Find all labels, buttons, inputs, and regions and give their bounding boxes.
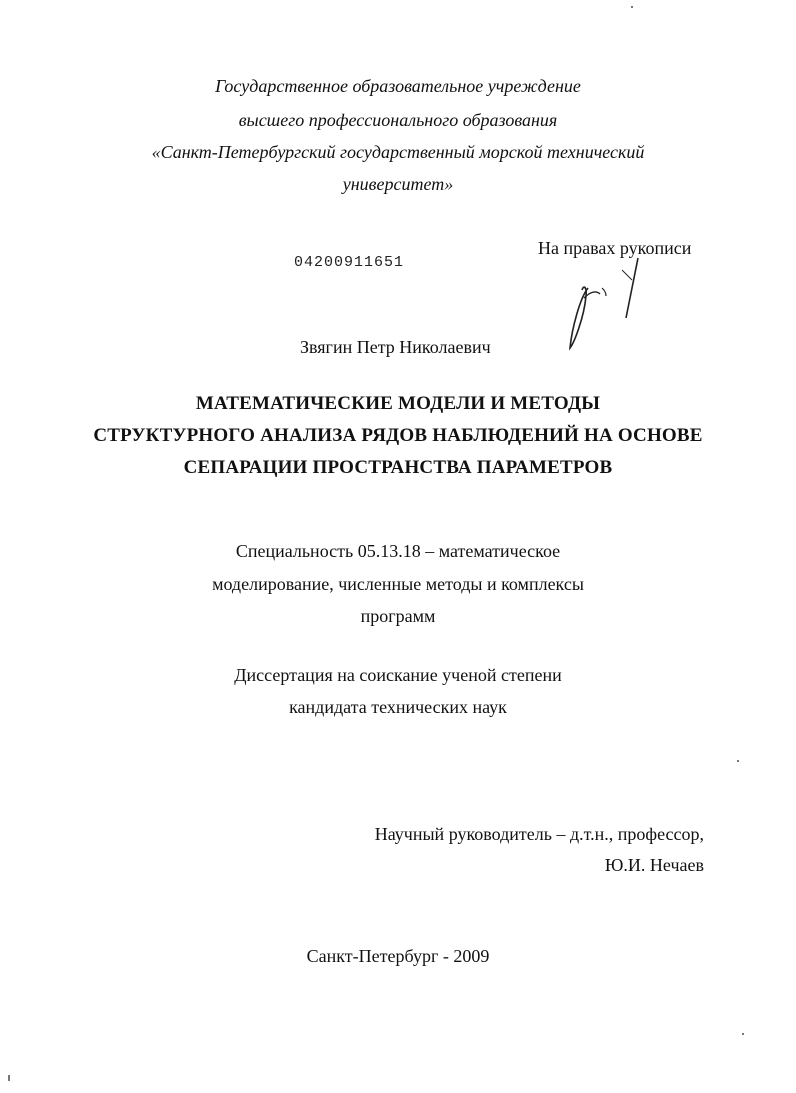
specialty-line-1: Специальность 05.13.18 – математическое bbox=[235, 541, 561, 561]
barcode-number: 04200911651 bbox=[294, 254, 405, 271]
title-line-1: МАТЕМАТИЧЕСКИЕ МОДЕЛИ И МЕТОДЫ bbox=[195, 393, 601, 414]
institution-line-4: университет» bbox=[342, 174, 454, 194]
degree-line-2: кандидата технических наук bbox=[289, 697, 507, 717]
title-line-3: СЕПАРАЦИИ ПРОСТРАНСТВА ПАРАМЕТРОВ bbox=[183, 457, 613, 478]
title-line-2: СТРУКТУРНОГО АНАЛИЗА РЯДОВ НАБЛЮДЕНИЙ НА ОСНОВЕ bbox=[93, 425, 703, 446]
institution-line-3: «Санкт-Петербургский государственный морской технический bbox=[151, 142, 645, 162]
institution-line-2: высшего профессионального образования bbox=[238, 110, 558, 130]
degree-line-1: Диссертация на соискание ученой степени bbox=[234, 665, 562, 685]
advisor-line-2: Ю.И. Нечаев bbox=[604, 855, 704, 875]
scan-speck bbox=[631, 6, 633, 8]
scan-speck bbox=[737, 760, 739, 762]
handwritten-signature bbox=[560, 248, 640, 358]
institution-line-1: Государственное образовательное учреждение bbox=[215, 76, 581, 96]
specialty-line-2: моделирование, численные методы и комплексы bbox=[212, 574, 584, 594]
specialty-line-3: программ bbox=[360, 606, 436, 626]
rights-note: На правах рукописи bbox=[538, 238, 692, 258]
scan-speck bbox=[742, 1033, 744, 1035]
advisor-line-1: Научный руководитель – д.т.н., профессор, bbox=[374, 824, 704, 844]
city-year: Санкт-Петербург - 2009 bbox=[306, 946, 490, 966]
scan-speck bbox=[8, 1075, 10, 1081]
author-name: Звягин Петр Николаевич bbox=[300, 337, 491, 357]
